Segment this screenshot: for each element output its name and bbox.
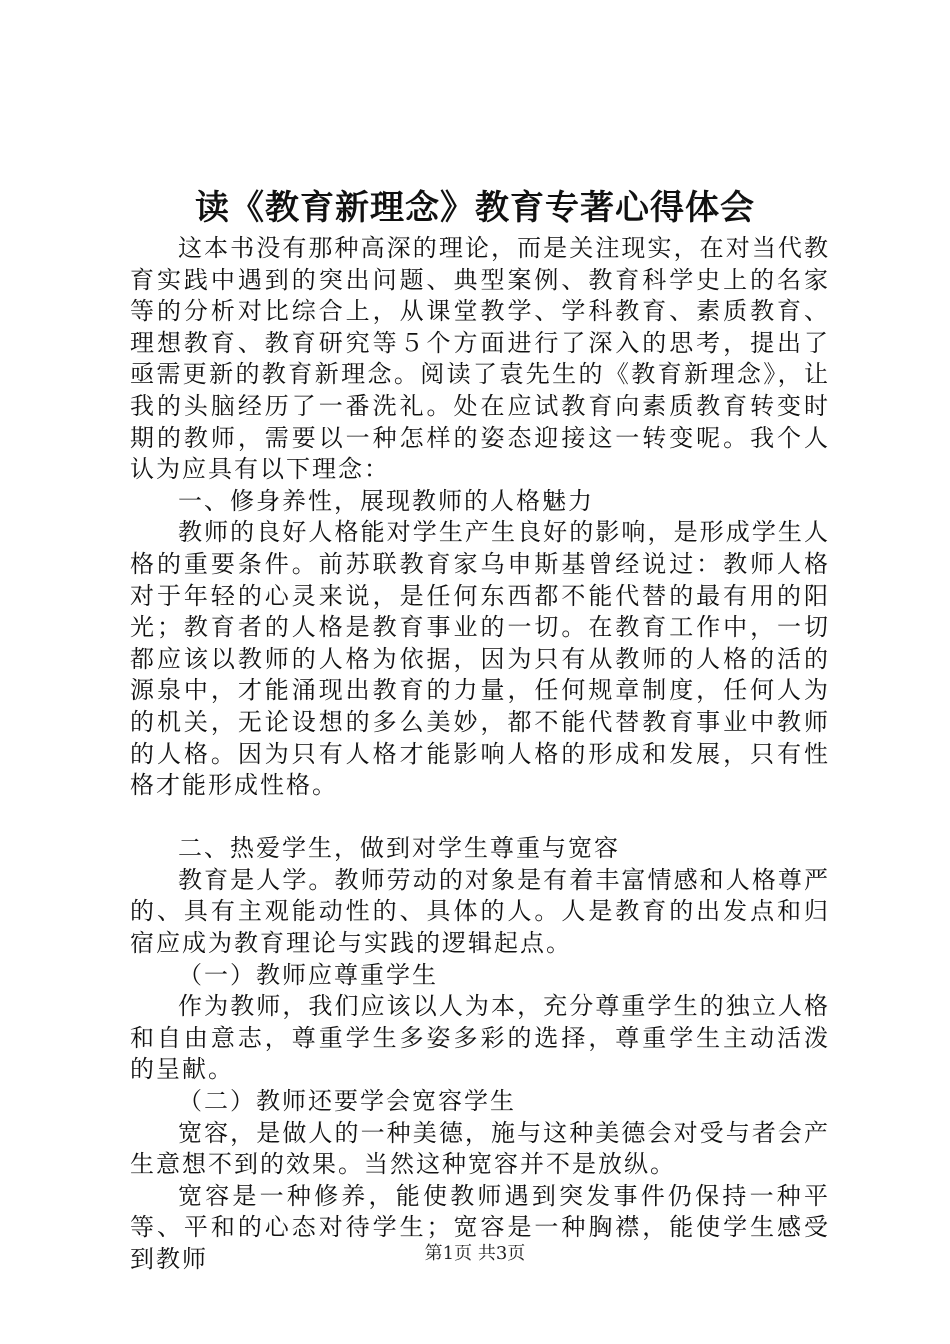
paragraph-tolerance-2: 宽容是一种修养，能使教师遇到突发事件仍保持一种平等、平和的心态对待学生；宽容是一种胸襟，能使学生感受到教师 [130,1181,830,1273]
document-title: 读《教育新理念》教育专著心得体会 [195,188,755,228]
subheading-respect: （一）教师应尊重学生 [178,960,438,989]
heading-section-1: 一、修身养性，展现教师的人格魅力 [178,486,594,515]
paragraph-section-2: 教育是人学。教师劳动的对象是有着丰富情感和人格尊严的、具有主观能动性的、具体的人。人是教育的出发点和归宿应成为教育理论与实践的逻辑起点。 [130,865,830,958]
subheading-tolerance: （二）教师还要学会宽容学生 [178,1087,516,1116]
paragraph-respect: 作为教师，我们应该以人为本，充分尊重学生的独立人格和自由意志，尊重学生多姿多彩的选择，尊重学生主动活泼的呈献。 [130,992,830,1084]
paragraph-tolerance-1: 宽容，是做人的一种美德，施与这种美德会对受与者会产生意想不到的效果。当然这种宽容并不是放纵。 [130,1118,830,1179]
paragraph-section-1: 教师的良好人格能对学生产生良好的影响，是形成学生人格的重要条件。前苏联教育家乌申斯基曾经说过：教师人格对于年轻的心灵来说，是任何东西都不能代替的最有用的阳光；教育者的人格是教育事业的一切。在教育工作中，一切都应该以教师的人格为依据，因为只有从教师的人格的活的源泉中，才能涌现出教育的力量，任何规章制度，任何人为的机关，无论设想的多么美妙，都不能代替教育事业中教师的人格。因为只有人格才能影响人格的形成和发展，只有性格才能形成性格。 [130,518,830,800]
document-body [130,233,830,1276]
paragraph-intro: 这本书没有那种高深的理论，而是关注现实，在对当代教育实践中遇到的突出问题、典型案例、教育科学史上的名家等的分析对比综合上，从课堂教学、学科教育、素质教育、理想教育、教育研究等５个方面进行了深入的思考，提出了亟需更新的教育新理念。阅读了袁先生的《教育新理念》，让我的头脑经历了一番洗礼。处在应试教育向素质教育转变时期的教师，需要以一种怎样的姿态迎接这一转变呢。我个人认为应具有以下理念： [130,234,830,484]
heading-section-2: 二、热爱学生，做到对学生尊重与宽容 [178,834,620,863]
page-number-footer: 第1页 共3页 [424,1243,526,1264]
